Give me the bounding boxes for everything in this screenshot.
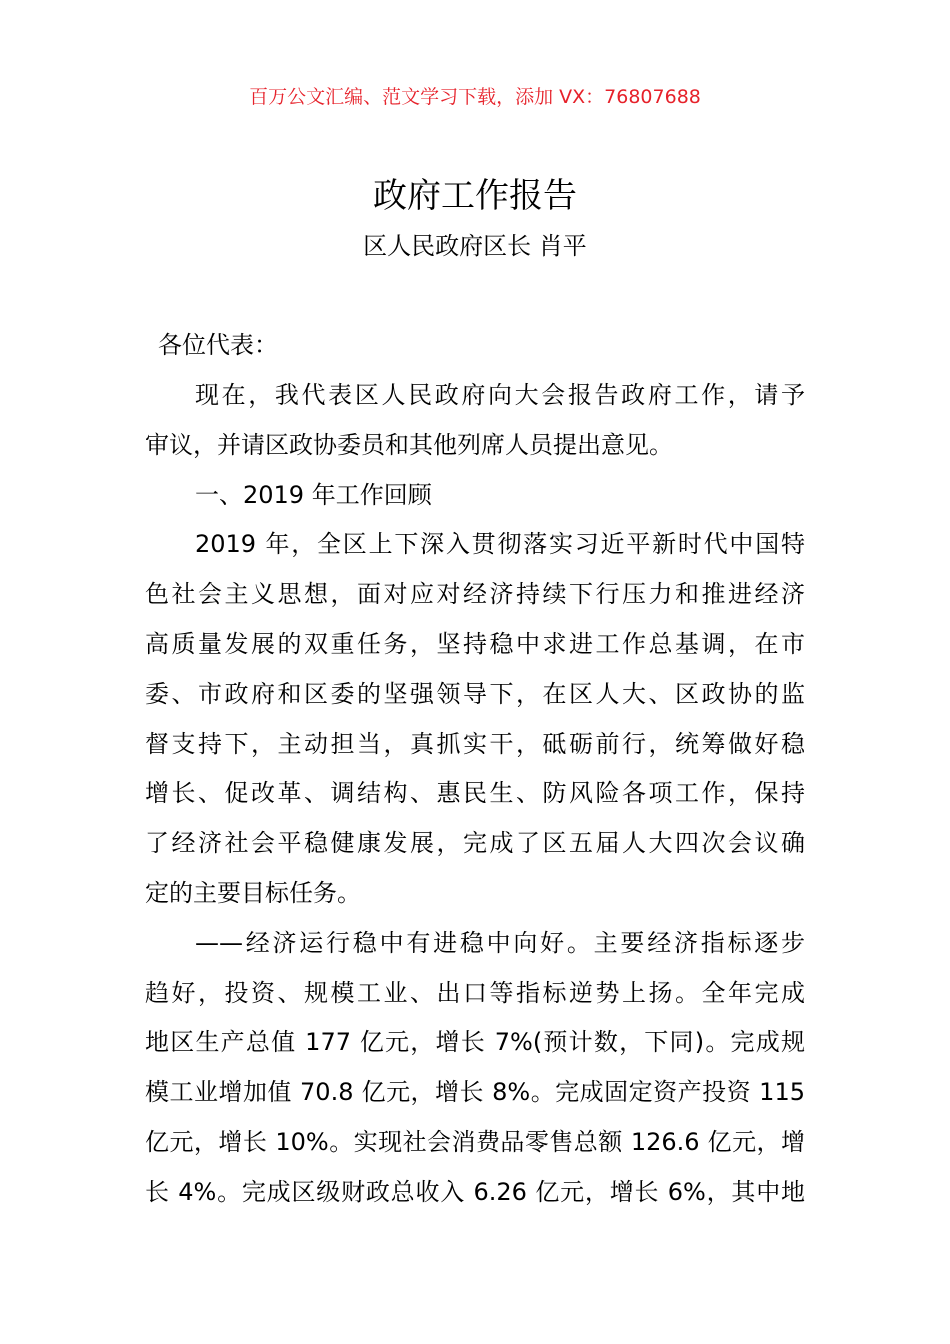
body-line: 审议，并请区政协委员和其他列席人员提出意见。 [145, 430, 673, 459]
body-line: 增长、促改革、调结构、惠民生、防风险各项工作，保持 [145, 779, 805, 808]
body-line: 亿元，增长 10%。实现社会消费品零售总额 126.6 亿元，增 [145, 1128, 805, 1156]
body-line: 色社会主义思想，面对应对经济持续下行压力和推进经济 [145, 580, 805, 609]
document-author: 区人民政府区长 肖平 [363, 232, 587, 260]
body-line: 委、市政府和区委的坚强领导下，在区人大、区政协的监 [145, 679, 805, 708]
body-line: 现在，我代表区人民政府向大会报告政府工作，请予 [195, 381, 805, 409]
body-line: 2019 年，全区上下深入贯彻落实习近平新时代中国特 [195, 530, 805, 559]
body-line: 地区生产总值 177 亿元，增长 7%(预计数，下同)。完成规 [145, 1028, 805, 1057]
body-line: 趋好，投资、规模工业、出口等指标逆势上扬。全年完成 [145, 978, 805, 1007]
body-line: 模工业增加值 70.8 亿元，增长 8%。完成固定资产投资 115 [145, 1078, 805, 1107]
document-title: 政府工作报告 [373, 176, 577, 216]
body-line: 一、2019 年工作回顾 [195, 480, 432, 509]
body-line: ——经济运行稳中有进稳中向好。主要经济指标逐步 [195, 928, 805, 957]
salutation: 各位代表： [158, 331, 278, 359]
body-line: 了经济社会平稳健康发展，完成了区五届人大四次会议确 [145, 829, 805, 858]
body-line: 定的主要目标任务。 [145, 879, 361, 907]
body-line: 高质量发展的双重任务，坚持稳中求进工作总基调，在市 [145, 630, 805, 658]
body-line: 督支持下，主动担当，真抓实干，砥砺前行，统筹做好稳 [145, 729, 805, 758]
watermark-header: 百万公文汇编、范文学习下载，添加 VX：76807688 [249, 86, 701, 108]
body-line: 长 4%。完成区级财政总收入 6.26 亿元，增长 6%，其中地 [145, 1177, 805, 1206]
